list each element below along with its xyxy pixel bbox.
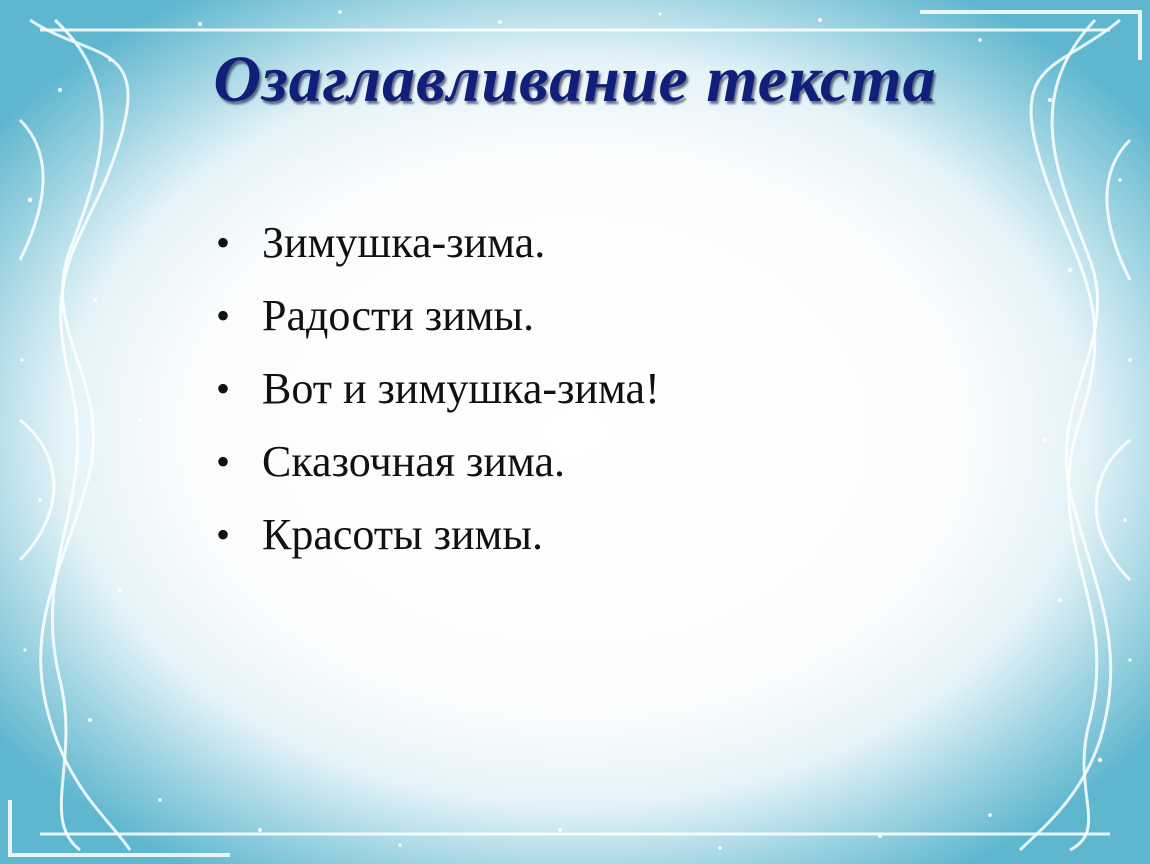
list-item-text: Вот и зимушка-зима! [262,364,660,413]
bullet-icon: • [216,220,231,265]
list-item [208,506,660,579]
list-item [208,433,660,506]
bullet-list [208,214,660,579]
bullet-icon: • [216,366,231,411]
list-item-text: Красоты зимы. [262,510,543,559]
list-item-text: Радости зимы. [262,291,535,340]
bullet-icon: • [216,293,231,338]
list-item [208,214,660,287]
list-item-text: Сказочная зима. [262,437,566,486]
bullet-icon: • [216,439,231,484]
list-item-text: Зимушка-зима. [262,218,546,267]
list-item [208,360,660,433]
slide-title: Озаглавливание текста [213,43,937,116]
bullet-icon: • [216,512,231,557]
list-item [208,287,660,360]
